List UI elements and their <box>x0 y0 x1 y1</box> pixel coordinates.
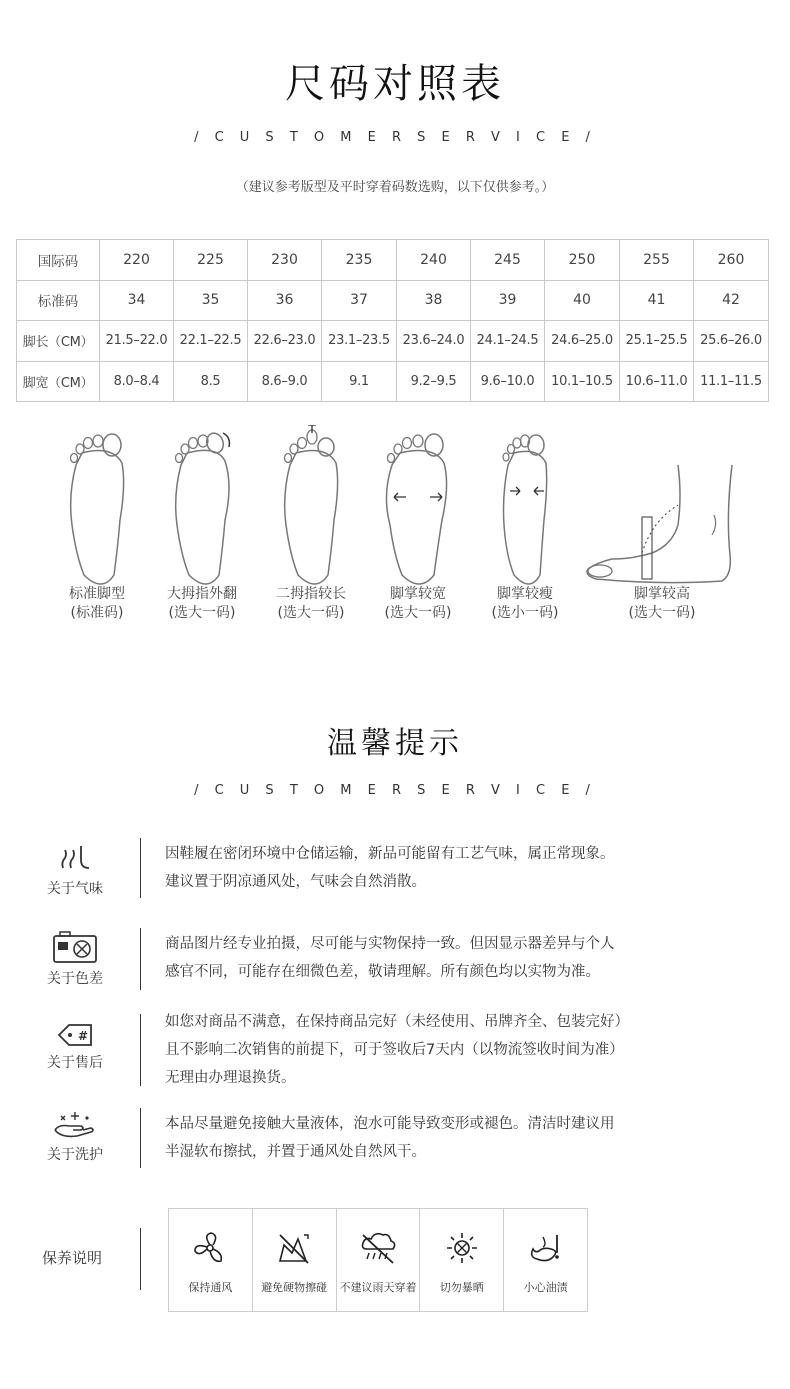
foot-type-advice: (选大一码) <box>628 605 696 621</box>
table-cell: 35 <box>174 280 248 321</box>
table-cell: 38 <box>397 280 471 321</box>
table-row <box>17 240 769 281</box>
table-cell: 9.2–9.5 <box>397 361 471 402</box>
divider <box>140 1228 141 1290</box>
tip-line: 因鞋履在密闭环境中仓储运输，新品可能留有工艺气味，属正常现象。 <box>165 846 615 862</box>
foot-wide-icon <box>380 425 456 585</box>
tip-odor <box>0 838 790 900</box>
foot-long-second-toe-icon <box>276 425 346 585</box>
table-cell: 230 <box>248 240 322 281</box>
tip-line: 且不影响二次销售的前提下，可于签收后7天内（以物流签收时间为准） <box>165 1042 624 1058</box>
table-cell: 22.6–23.0 <box>248 321 322 362</box>
size-table <box>16 239 769 402</box>
divider <box>140 838 141 898</box>
foot-type-bunion <box>157 425 247 623</box>
foot-type-high-instep <box>582 425 742 623</box>
foot-type-advice: (选大一码) <box>168 605 236 621</box>
table-cell: 8.6–9.0 <box>248 361 322 402</box>
ventilation-icon <box>193 1231 227 1265</box>
table-cell: 40 <box>545 280 620 321</box>
foot-standard-icon <box>62 425 132 585</box>
table-cell: 42 <box>694 280 769 321</box>
care-label: 保养说明 <box>42 1249 103 1267</box>
table-cell: 标准码 <box>17 280 100 321</box>
table-row <box>17 361 769 402</box>
table-cell: 脚长（CM） <box>17 321 100 362</box>
tip-line: 本品尽量避免接触大量液体，泡水可能导致变形或褪色。清洁时建议用 <box>165 1116 615 1132</box>
tip-line: 感官不同，可能存在细微色差，敬请理解。所有颜色均以实物为准。 <box>165 964 600 980</box>
no-rain-icon <box>359 1231 397 1265</box>
foot-type-advice: (选小一码) <box>491 605 559 621</box>
table-cell: 8.0–8.4 <box>100 361 174 402</box>
tip-label: 关于色差 <box>47 971 103 987</box>
care-item-label: 切勿暴晒 <box>439 1281 484 1294</box>
table-cell: 41 <box>620 280 694 321</box>
table-cell: 25.1–25.5 <box>620 321 694 362</box>
foot-type-advice: (标准码) <box>70 605 124 621</box>
table-cell: 235 <box>322 240 397 281</box>
size-chart-subtitle: / C U S T O M E R S E R V I C E / <box>194 130 596 145</box>
tips-subtitle: / C U S T O M E R S E R V I C E / <box>194 783 596 798</box>
table-cell: 8.5 <box>174 361 248 402</box>
foot-high-instep-icon <box>582 425 742 585</box>
table-cell: 10.6–11.0 <box>620 361 694 402</box>
table-cell: 24.1–24.5 <box>471 321 545 362</box>
foot-type-standard <box>52 425 142 623</box>
tip-label: 关于洗护 <box>47 1147 103 1163</box>
care-item-label: 不建议雨天穿着 <box>339 1281 417 1294</box>
table-cell: 25.6–26.0 <box>694 321 769 362</box>
foot-type-name: 脚掌较高 <box>634 586 690 602</box>
tip-label: 关于售后 <box>47 1055 103 1071</box>
foot-type-name: 二拇指较长 <box>276 586 346 602</box>
foot-types <box>0 425 790 640</box>
wash-icon <box>51 1110 99 1140</box>
care-item-label: 保持通风 <box>188 1281 233 1294</box>
care-item-no-sun <box>420 1209 504 1311</box>
foot-type-name: 脚掌较宽 <box>390 586 446 602</box>
tip-line: 如您对商品不满意，在保持商品完好（未经使用、吊牌齐全、包装完好） <box>165 1014 629 1030</box>
no-scratch-icon <box>276 1231 312 1265</box>
camera-icon <box>50 930 100 964</box>
divider <box>140 928 141 990</box>
table-cell: 250 <box>545 240 620 281</box>
tip-line: 建议置于阴凉通风处，气味会自然消散。 <box>165 874 426 890</box>
size-chart-note: （建议参考版型及平时穿着码数选购，以下仅供参考。） <box>235 180 555 195</box>
care-item-no-scratch <box>253 1209 337 1311</box>
table-row <box>17 321 769 362</box>
foot-type-name: 大拇指外翻 <box>167 586 237 602</box>
table-cell: 9.1 <box>322 361 397 402</box>
table-cell: 国际码 <box>17 240 100 281</box>
care-item-label: 小心油渍 <box>523 1281 568 1294</box>
table-cell: 23.1–23.5 <box>322 321 397 362</box>
table-cell: 21.5–22.0 <box>100 321 174 362</box>
odor-icon <box>57 842 93 874</box>
table-row <box>17 280 769 321</box>
care-grid <box>168 1208 588 1312</box>
table-cell: 220 <box>100 240 174 281</box>
tip-line: 半湿软布擦拭，并置于通风处自然风干。 <box>165 1144 426 1160</box>
care-item-oil-stain <box>504 1209 587 1311</box>
table-cell: 脚宽（CM） <box>17 361 100 402</box>
foot-type-narrow <box>480 425 570 623</box>
tip-line: 商品图片经专业拍摄，尽可能与实物保持一致。但因显示器差异与个人 <box>165 936 615 952</box>
no-sun-icon <box>445 1231 479 1265</box>
table-cell: 260 <box>694 240 769 281</box>
foot-type-advice: (选大一码) <box>277 605 345 621</box>
table-cell: 36 <box>248 280 322 321</box>
foot-type-long-second-toe <box>266 425 356 623</box>
tag-icon <box>55 1022 95 1048</box>
svg-text:#: # <box>78 1029 89 1043</box>
divider <box>140 1108 141 1168</box>
foot-bunion-icon <box>167 425 237 585</box>
table-cell: 23.6–24.0 <box>397 321 471 362</box>
care-item-label: 避免硬物擦碰 <box>261 1281 328 1294</box>
tip-line: 无理由办理退换货。 <box>165 1070 296 1086</box>
tips-title: 温馨提示 <box>327 726 463 761</box>
table-cell: 22.1–22.5 <box>174 321 248 362</box>
table-cell: 37 <box>322 280 397 321</box>
table-cell: 245 <box>471 240 545 281</box>
foot-type-name: 脚掌较瘦 <box>497 586 553 602</box>
foot-type-name: 标准脚型 <box>69 586 125 602</box>
table-cell: 10.1–10.5 <box>545 361 620 402</box>
table-cell: 240 <box>397 240 471 281</box>
table-cell: 9.6–10.0 <box>471 361 545 402</box>
care-item-no-rain <box>337 1209 421 1311</box>
table-cell: 225 <box>174 240 248 281</box>
table-cell: 11.1–11.5 <box>694 361 769 402</box>
table-cell: 34 <box>100 280 174 321</box>
divider <box>140 1014 141 1086</box>
tip-color <box>0 928 790 994</box>
table-cell: 255 <box>620 240 694 281</box>
tip-label: 关于气味 <box>47 881 103 897</box>
table-cell: 39 <box>471 280 545 321</box>
foot-type-wide <box>373 425 463 623</box>
table-cell: 24.6–25.0 <box>545 321 620 362</box>
foot-narrow-icon <box>490 425 560 585</box>
size-chart-title: 尺码对照表 <box>285 61 505 107</box>
oil-stain-icon <box>527 1231 565 1265</box>
foot-type-advice: (选大一码) <box>384 605 452 621</box>
tip-washing <box>0 1108 790 1172</box>
tip-after-sales <box>0 1008 790 1092</box>
care-item-ventilation <box>169 1209 253 1311</box>
